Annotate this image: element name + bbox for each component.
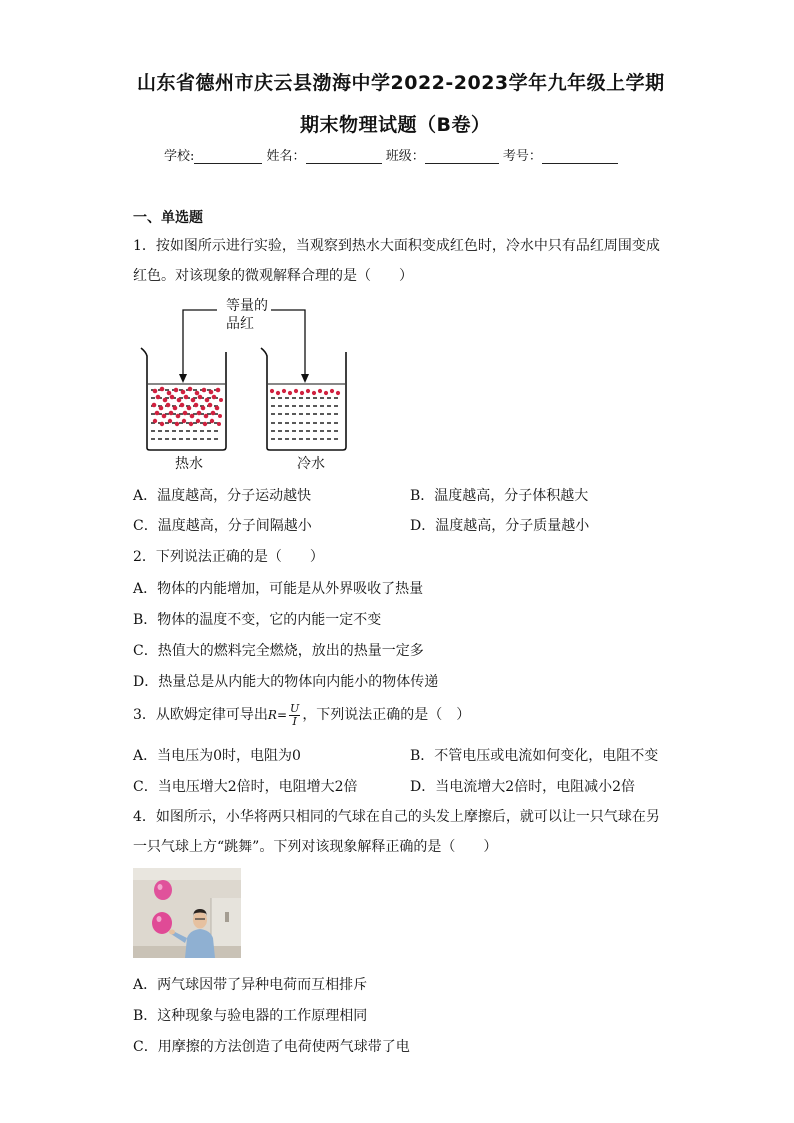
- q3-option-d[interactable]: D．当电流增大2倍时，电阻减小2倍: [410, 779, 636, 795]
- figure-label-hot-water: 热水: [175, 456, 203, 472]
- name-label: 姓名：: [266, 149, 306, 164]
- q2-option-d[interactable]: D．热量总是从内能大的物体向内能小的物体传递: [133, 674, 439, 690]
- q2-option-c[interactable]: C．热值大的燃料完全燃烧，放出的热量一定多: [133, 643, 424, 659]
- number-blank[interactable]: [542, 149, 618, 164]
- beakers-illustration: [135, 290, 375, 475]
- formula-r: R: [267, 708, 277, 722]
- formula-denominator: I: [292, 714, 297, 728]
- cold-water-dashes: [271, 398, 341, 439]
- q1-stem-line-1: 1．按如图所示进行实验，当观察到热水大面积变成红色时，冷水中只有品红周围变成: [133, 238, 660, 254]
- title-line-2: 期末物理试题（B卷）: [300, 114, 491, 136]
- figure-label-cold-water: 冷水: [297, 456, 325, 472]
- arrow-to-cold-beaker: [271, 310, 305, 378]
- q4-option-a[interactable]: A．两气球因带了异种电荷而互相排斥: [133, 977, 368, 993]
- q4-option-c[interactable]: C．用摩擦的方法创造了电荷使两气球带了电: [133, 1039, 410, 1055]
- q1-option-c[interactable]: C．温度越高，分子间隔越小: [133, 518, 312, 534]
- q3-stem-post: ，下列说法正确的是（ ）: [302, 707, 471, 723]
- q1-option-b[interactable]: B．温度越高，分子体积越大: [410, 488, 589, 504]
- q2-stem: 2．下列说法正确的是（ ）: [133, 549, 324, 565]
- section-heading: 一、单选题: [133, 210, 203, 226]
- q1-option-a[interactable]: A．温度越高，分子运动越快: [133, 488, 312, 504]
- balloon-photo-illustration: [133, 868, 241, 958]
- class-label: 班级：: [385, 149, 425, 164]
- formula-equals: =: [276, 708, 288, 722]
- figure-label-amount: 等量的: [226, 298, 268, 314]
- q3-stem: [133, 700, 470, 730]
- q3-option-b[interactable]: B．不管电压或电流如何变化，电阻不变: [410, 748, 659, 764]
- q1-figure: [135, 290, 375, 475]
- q3-option-a[interactable]: A．当电压为0时，电阻为0: [133, 748, 301, 764]
- q4-balloon-photo: [133, 868, 241, 958]
- info-line: [164, 145, 618, 164]
- q2-option-b[interactable]: B．物体的温度不变，它的内能一定不变: [133, 612, 382, 628]
- q3-option-c[interactable]: C．当电压增大2倍时，电阻增大2倍: [133, 779, 358, 795]
- q3-stem-pre: 3．从欧姆定律可导出: [133, 707, 268, 723]
- q4-stem-line-1: 4．如图所示，小华将两只相同的气球在自己的头发上摩擦后，就可以让一只气球在另: [133, 809, 660, 825]
- cold-water-dye-particles: [270, 389, 340, 395]
- number-label: 考号：: [502, 149, 542, 164]
- q2-option-a[interactable]: A．物体的内能增加，可能是从外界吸收了热量: [133, 581, 424, 597]
- school-blank[interactable]: [194, 149, 262, 164]
- name-blank[interactable]: [306, 149, 382, 164]
- figure-label-dye: 品红: [226, 316, 254, 332]
- q4-option-b[interactable]: B．这种现象与验电器的工作原理相同: [133, 1008, 368, 1024]
- q4-stem-line-2: 一只气球上方“跳舞”。下列对该现象解释正确的是（ ）: [133, 839, 498, 855]
- school-label: 学校:: [164, 149, 195, 164]
- class-blank[interactable]: [425, 149, 499, 164]
- arrow-to-hot-beaker: [183, 310, 217, 378]
- cold-water-beaker: [261, 348, 346, 450]
- q1-stem-line-2: 红色。对该现象的微观解释合理的是（ ）: [133, 268, 413, 284]
- q1-option-d[interactable]: D．温度越高，分子质量越小: [410, 518, 590, 534]
- formula-fraction: [289, 703, 300, 728]
- formula-numerator: U: [290, 701, 300, 715]
- title-line-1: 山东省德州市庆云县渤海中学2022-2023学年九年级上学期: [137, 72, 665, 94]
- hot-water-dye-particles: [152, 387, 223, 427]
